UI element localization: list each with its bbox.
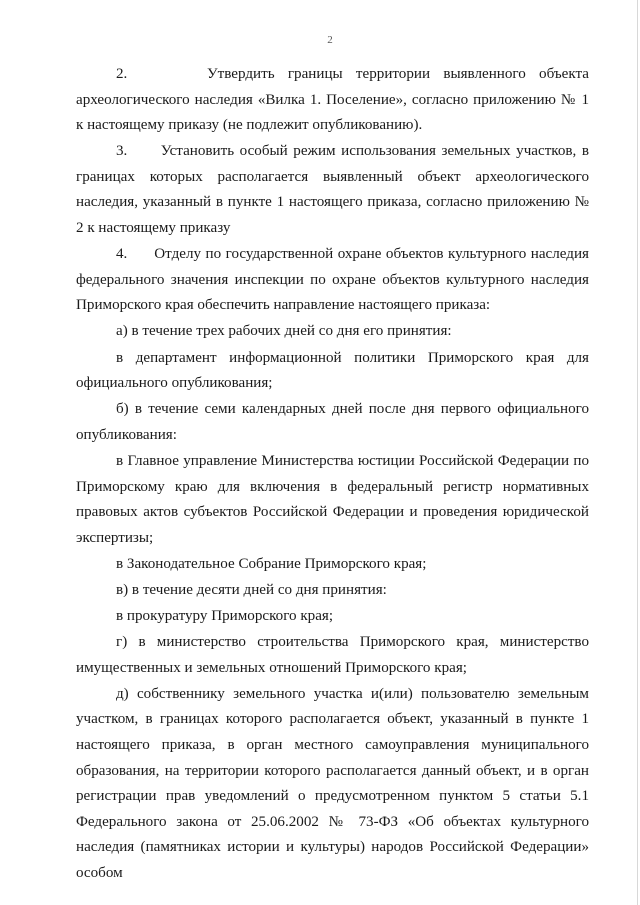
paragraph-subitem-d: д) собственнику земельного участка и(или) пользователю земельным участком, в границах которого располагается объект, указанный в пункте 1 настоящего приказа, в орган местного самоуправления муниципального образования, на территории которого располагается данный объект, и в орган регистрации прав уведомлений о предусмотренном пунктом 5 статьи 5.1 Федерального закона от 25.06.2002 № 73-ФЗ «Об объектах культурного наследия (памятниках истории и культуры) народов Российской Федерации» особом xyxy=(76,685,589,881)
page-number: 2 xyxy=(327,34,333,46)
paragraph-subitem-a: а) в течение трех рабочих дней со дня его принятия: xyxy=(116,323,452,340)
page-edge-line xyxy=(637,0,638,905)
paragraph-subitem-b: б) в течение семи календарных дней после дня первого официального опубликования: xyxy=(76,401,589,443)
paragraph-ministry-of-justice: в Главное управление Министерства юстиции Российской Федерации по Приморскому краю для включения в федеральный регистр нормативных правовых актов субъектов Российской Федерации и проведения юридической экспертизы; xyxy=(76,452,589,546)
paragraph-info-policy-department: в департамент информационной политики Приморского края для официального опубликования; xyxy=(76,349,589,392)
paragraph-prosecutor-office: в прокуратуру Приморского края; xyxy=(116,607,334,624)
paragraph-item-4: 4. Отделу по государственной охране объектов культурного наследия федерального значения инспекции по охране объектов культурного наследия Приморского края обеспечить направление настоящего приказа: xyxy=(76,246,589,314)
paragraph-item-3: 3. Установить особый режим использования земельных участков, в границах которых располагается выявленный объект археологического наследия, указанный в пункте 1 настоящего приказа, согласно приложению № 2 к настоящему приказу xyxy=(76,143,589,237)
paragraph-subitem-g: г) в министерство строительства Приморского края, министерство имущественных и земельных отношений Приморского края; xyxy=(76,634,589,676)
paragraph-subitem-v: в) в течение десяти дней со дня принятия: xyxy=(116,581,387,598)
document-body xyxy=(76,62,589,887)
paragraph-legislative-assembly: в Законодательное Собрание Приморского края; xyxy=(116,555,427,572)
paragraph-item-2: 2. Утвердить границы территории выявленного объекта археологического наследия «Вилка 1. Поселение», согласно приложению № 1 к настоящему приказу (не подлежит опубликованию). xyxy=(76,66,589,134)
